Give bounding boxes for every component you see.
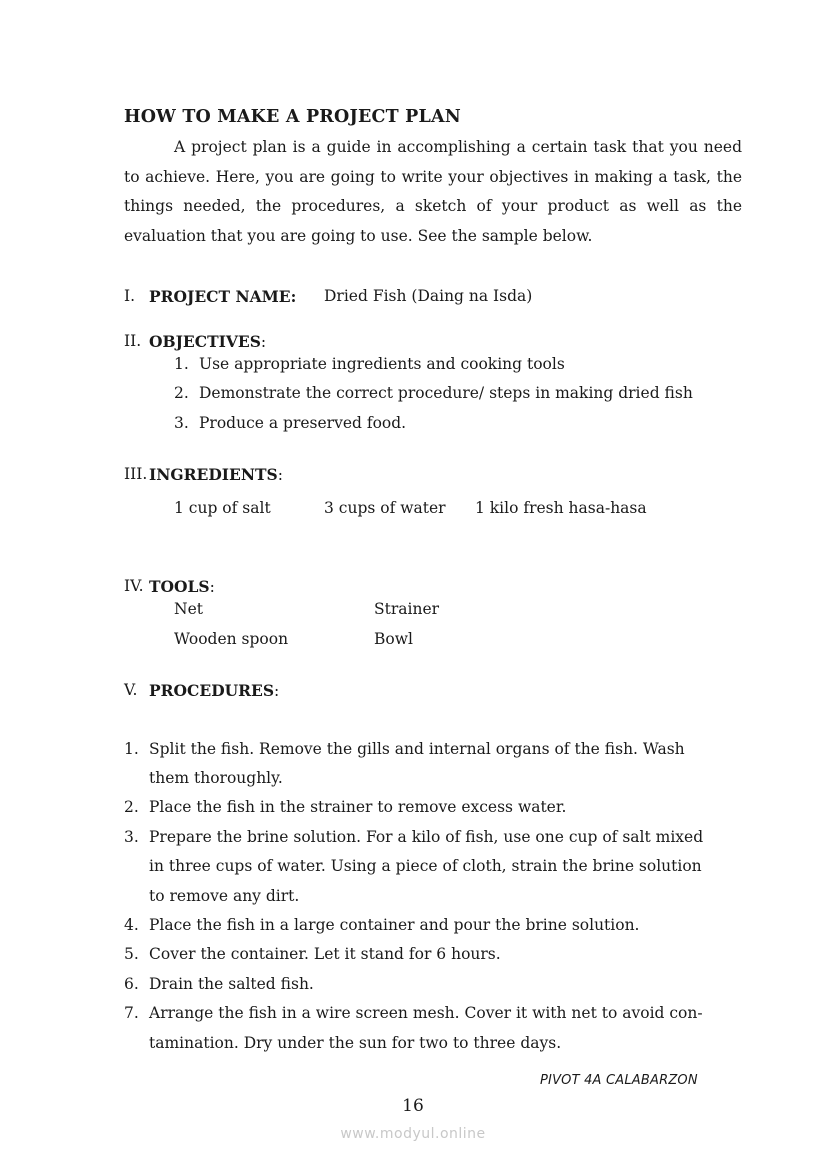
- tools-num: IV.: [124, 577, 144, 595]
- step-line: Place the fish in the strainer to remove excess water.: [149, 798, 567, 816]
- step-line: tamination. Dry under the sun for two to three days.: [149, 1034, 562, 1052]
- step-line: in three cups of water. Using a piece of cloth, strain the brine solution: [149, 857, 702, 875]
- footer-tag: PIVOT 4A CALABARZON: [540, 1073, 698, 1088]
- step-num: 6.: [124, 975, 139, 993]
- tools-heading: [149, 577, 215, 596]
- objectives-num: II.: [124, 332, 142, 350]
- procedures-heading: [149, 681, 279, 700]
- step-line: Arrange the fish in a wire screen mesh. Cover it with net to avoid con-: [149, 1004, 703, 1022]
- step-num: 7.: [124, 1004, 139, 1022]
- objectives-label: OBJECTIVES: [149, 332, 261, 351]
- objective-item: Demonstrate the correct procedure/ steps in making dried fish: [199, 384, 693, 402]
- step-line: to remove any dirt.: [149, 887, 300, 905]
- ingredients-colon: :: [277, 466, 283, 484]
- step-line: Prepare the brine solution. For a kilo of fish, use one cup of salt mixed: [149, 828, 704, 846]
- procedures-label: PROCEDURES: [149, 681, 275, 700]
- procedures-num: V.: [124, 681, 138, 699]
- ingredients-heading: [149, 465, 283, 484]
- objective-item: Produce a preserved food.: [199, 414, 407, 432]
- tool-item: Strainer: [374, 600, 440, 618]
- objective-num: 1.: [174, 355, 189, 373]
- step-line: Cover the container. Let it stand for 6 hours.: [149, 945, 501, 963]
- step-line: them thoroughly.: [149, 769, 283, 787]
- ingredients-num: III.: [124, 465, 148, 483]
- ingredient-item: 3 cups of water: [324, 499, 446, 517]
- step-num: 1.: [124, 740, 139, 758]
- tool-item: Bowl: [374, 630, 413, 648]
- objectives-colon: :: [260, 333, 267, 351]
- tool-item: Net: [174, 600, 203, 618]
- objective-item: Use appropriate ingredients and cooking tools: [199, 355, 565, 373]
- watermark: www.modyul.online: [340, 1126, 486, 1142]
- project-name-value: Dried Fish (Daing na Isda): [324, 287, 533, 305]
- step-line: Split the fish. Remove the gills and internal organs of the fish. Wash: [149, 740, 685, 758]
- tools-colon: :: [209, 578, 215, 596]
- tools-label: TOOLS: [149, 577, 210, 596]
- step-num: 2.: [124, 798, 139, 816]
- ingredient-item: 1 cup of salt: [174, 499, 271, 517]
- step-line: Drain the salted fish.: [149, 975, 314, 993]
- ingredient-item: 1 kilo fresh hasa-hasa: [475, 499, 647, 517]
- project-name-num: I.: [124, 287, 136, 305]
- objective-num: 2.: [174, 384, 189, 402]
- step-num: 5.: [124, 945, 139, 963]
- step-line: Place the fish in a large container and pour the brine solution.: [149, 916, 640, 934]
- ingredients-label: INGREDIENTS: [149, 465, 278, 484]
- objectives-heading: [149, 332, 266, 351]
- tool-item: Wooden spoon: [174, 630, 289, 648]
- page-number: 16: [402, 1096, 424, 1116]
- intro-paragraph: [124, 133, 742, 251]
- objective-num: 3.: [174, 414, 189, 432]
- procedures-colon: :: [274, 682, 280, 700]
- step-num: 3.: [124, 828, 139, 846]
- page-title: HOW TO MAKE A PROJECT PLAN: [124, 107, 461, 127]
- intro-text: A project plan is a guide in accomplishing a certain task that you need to achieve. Here, you are going to write your objectives in making a task, the things needed, the procedures, a sketch of your product as well as the evaluation that you are going to use. See the sample below.: [124, 138, 742, 245]
- step-num: 4.: [124, 916, 139, 934]
- project-name-label: PROJECT NAME:: [149, 287, 297, 306]
